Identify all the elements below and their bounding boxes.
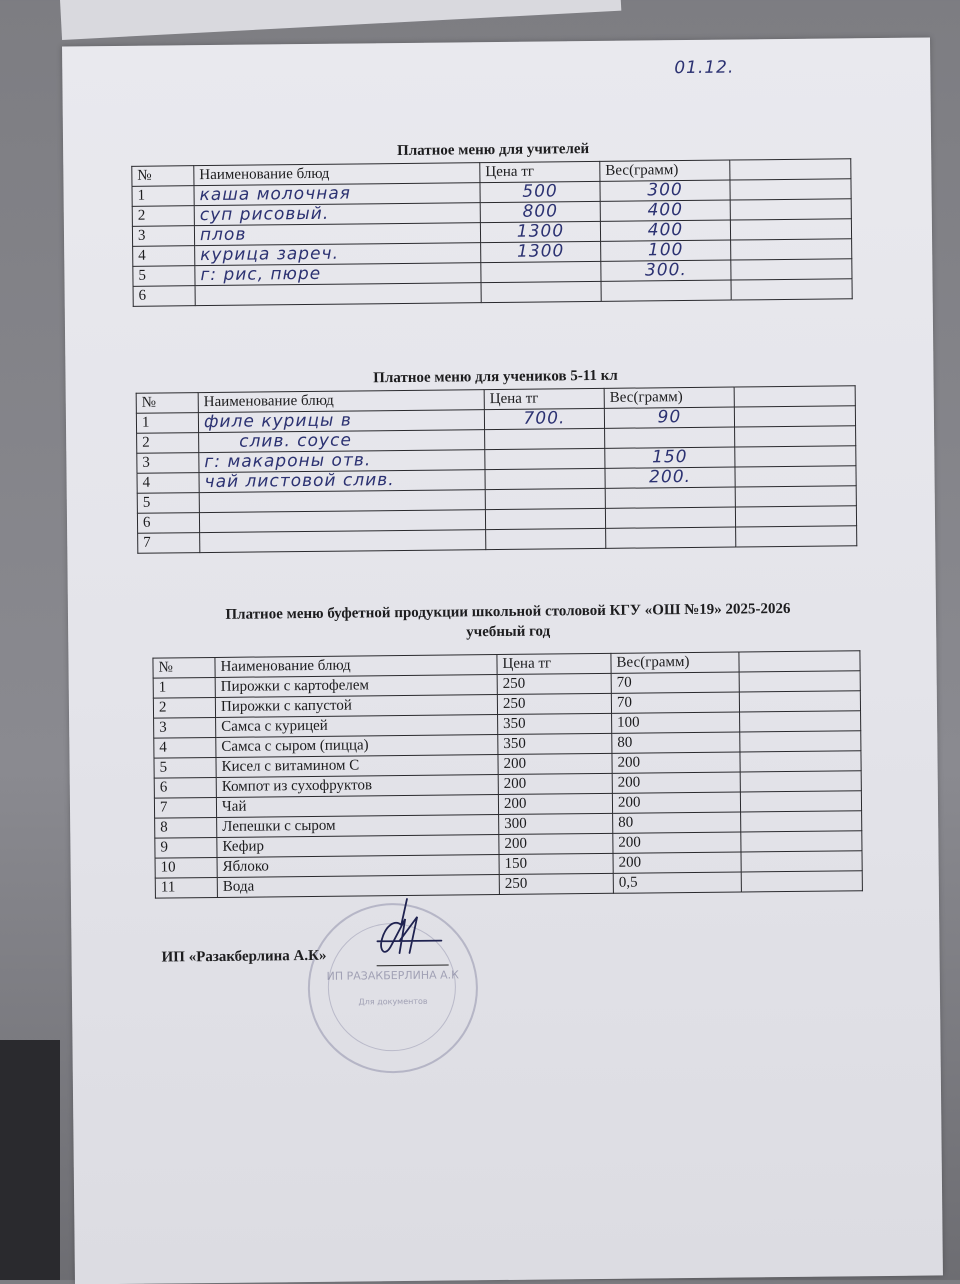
row-number: 1 <box>132 186 194 207</box>
dish-price: 800 <box>480 201 600 222</box>
dish-price: 200 <box>498 753 612 774</box>
dish-weight: 400 <box>600 220 730 241</box>
row-number: 11 <box>155 877 217 898</box>
extra-cell <box>740 771 861 792</box>
row-number: 4 <box>154 737 216 758</box>
col-name: Наименование блюд <box>194 163 480 186</box>
dish-weight: 0,5 <box>613 872 741 893</box>
dish-name: Кефир <box>217 835 499 858</box>
dish-price: 150 <box>499 853 613 874</box>
dish-weight: 70 <box>611 672 739 693</box>
dish-weight <box>601 280 731 301</box>
dish-weight <box>605 507 735 528</box>
dish-weight: 70 <box>611 692 739 713</box>
col-extra <box>739 651 860 672</box>
dish-weight: 400 <box>600 200 730 221</box>
dish-name: Компот из сухофруктов <box>216 775 498 798</box>
extra-cell <box>735 486 856 507</box>
col-extra <box>730 159 851 180</box>
dish-name: Самса с сыром (пицца) <box>216 735 498 758</box>
extra-cell <box>731 279 852 300</box>
dish-name: Самса с курицей <box>216 715 498 738</box>
row-number: 5 <box>133 266 195 287</box>
col-extra <box>734 386 855 407</box>
dish-price: 200 <box>498 793 612 814</box>
row-number: 3 <box>154 717 216 738</box>
dish-weight: 90 <box>604 407 734 428</box>
extra-cell <box>735 446 856 467</box>
extra-cell <box>735 506 856 527</box>
dish-weight: 200 <box>612 752 740 773</box>
extra-cell <box>741 811 862 832</box>
stamp-subtext: Для документов <box>358 996 428 1007</box>
dish-name: Лепешки с сыром <box>217 815 499 838</box>
row-number: 2 <box>132 206 194 227</box>
extra-cell <box>736 526 857 547</box>
row-number: 5 <box>154 757 216 778</box>
dish-price: 200 <box>498 773 612 794</box>
dish-name: Пирожки с капустой <box>215 695 497 718</box>
dish-name: каша молочная <box>194 183 480 206</box>
extra-cell <box>731 259 852 280</box>
row-number: 3 <box>137 453 199 474</box>
students-menu-table <box>136 385 858 554</box>
extra-cell <box>731 239 852 260</box>
dish-price <box>485 488 605 509</box>
dish-weight: 100 <box>612 712 740 733</box>
row-number: 1 <box>136 413 198 434</box>
row-number: 5 <box>137 493 199 514</box>
dish-name <box>195 283 481 306</box>
dish-name: суп рисовый. <box>194 203 480 226</box>
signature-icon <box>359 895 450 976</box>
row-number: 7 <box>138 533 200 554</box>
row-number: 8 <box>155 817 217 838</box>
col-weight: Вес(грамм) <box>604 387 734 408</box>
dish-weight: 200 <box>613 852 741 873</box>
row-number: 2 <box>153 697 215 718</box>
background-paper <box>60 0 621 40</box>
extra-cell <box>735 426 856 447</box>
dish-name: чай листовой слив. <box>199 470 485 493</box>
menu-document <box>62 37 943 1284</box>
dish-name: курица зареч. <box>195 243 481 266</box>
students-menu-title: Платное меню для учеников 5-11 кл <box>373 367 618 387</box>
extra-cell <box>740 731 861 752</box>
col-name: Наименование блюд <box>215 655 497 678</box>
extra-cell <box>740 791 861 812</box>
row-number: 9 <box>155 837 217 858</box>
col-price: Цена тг <box>480 161 600 182</box>
background-object <box>0 1040 60 1280</box>
row-number: 10 <box>155 857 217 878</box>
extra-cell <box>740 751 861 772</box>
col-price: Цена тг <box>497 653 611 674</box>
teachers-menu-table <box>131 158 852 307</box>
dish-weight: 150 <box>605 447 735 468</box>
dish-price: 700. <box>484 408 604 429</box>
dish-price <box>481 261 601 282</box>
extra-cell <box>741 871 862 892</box>
row-number: 2 <box>137 433 199 454</box>
dish-price <box>485 428 605 449</box>
dish-name: плов <box>194 223 480 246</box>
dish-name: слив. соусе <box>199 430 485 453</box>
dish-price <box>486 528 606 549</box>
buffet-menu-title-line1: Платное меню буфетной продукции школьной столовой КГУ «ОШ №19» 2025-2026 <box>225 600 791 623</box>
dish-name: филе курицы в <box>198 410 484 433</box>
dish-name: г: макароны отв. <box>199 450 485 473</box>
dish-price: 350 <box>498 713 612 734</box>
dish-price <box>485 508 605 529</box>
extra-cell <box>740 711 861 732</box>
dish-price: 200 <box>499 833 613 854</box>
dish-price: 250 <box>497 673 611 694</box>
row-number: 7 <box>154 797 216 818</box>
extra-cell <box>739 671 860 692</box>
extra-cell <box>730 219 851 240</box>
dish-name: Чай <box>216 795 498 818</box>
row-number: 6 <box>133 286 195 307</box>
extra-cell <box>741 851 862 872</box>
dish-price: 1300 <box>480 221 600 242</box>
dish-price <box>485 468 605 489</box>
dish-weight: 300. <box>601 260 731 281</box>
dish-price: 250 <box>497 693 611 714</box>
dish-name: г: рис, пюре <box>195 263 481 286</box>
row-number: 6 <box>154 777 216 798</box>
dish-price: 500 <box>480 181 600 202</box>
signatory-name: ИП «Разакберлина А.К» <box>161 947 327 966</box>
row-number: 6 <box>137 513 199 534</box>
col-weight: Вес(грамм) <box>611 652 739 673</box>
dish-name: Вода <box>217 875 499 898</box>
extra-cell <box>739 691 860 712</box>
handwritten-date: 01.12. <box>674 57 735 79</box>
dish-weight <box>605 487 735 508</box>
dish-weight: 80 <box>613 812 741 833</box>
dish-weight: 200 <box>612 792 740 813</box>
dish-price: 300 <box>499 813 613 834</box>
dish-name: Пирожки с картофелем <box>215 675 497 698</box>
stamp-text: ИП РАЗАКБЕРЛИНА А.К <box>326 968 459 983</box>
col-number: № <box>136 393 198 414</box>
dish-price <box>485 448 605 469</box>
buffet-menu-table <box>152 650 862 898</box>
row-number: 4 <box>137 473 199 494</box>
dish-weight <box>605 427 735 448</box>
col-number: № <box>132 166 194 187</box>
row-number: 3 <box>132 226 194 247</box>
dish-price: 250 <box>499 873 613 894</box>
dish-weight: 300 <box>600 180 730 201</box>
teachers-menu-title: Платное меню для учителей <box>397 141 590 160</box>
dish-weight <box>606 527 736 548</box>
dish-name: Кисел с витамином С <box>216 755 498 778</box>
dish-weight: 100 <box>601 240 731 261</box>
dish-name <box>200 530 486 553</box>
dish-weight: 200 <box>613 832 741 853</box>
buffet-menu-title-line2: учебный год <box>466 623 551 641</box>
dish-name: Яблоко <box>217 855 499 878</box>
dish-price: 350 <box>498 733 612 754</box>
dish-weight: 200 <box>612 772 740 793</box>
extra-cell <box>734 406 855 427</box>
extra-cell <box>730 179 851 200</box>
dish-weight: 200. <box>605 467 735 488</box>
extra-cell <box>741 831 862 852</box>
dish-weight: 80 <box>612 732 740 753</box>
col-price: Цена тг <box>484 388 604 409</box>
col-name: Наименование блюд <box>198 390 484 413</box>
extra-cell <box>735 466 856 487</box>
col-number: № <box>153 657 215 678</box>
extra-cell <box>730 199 851 220</box>
dish-price <box>481 281 601 302</box>
dish-price: 1300 <box>481 241 601 262</box>
row-number: 1 <box>153 677 215 698</box>
row-number: 4 <box>133 246 195 267</box>
col-weight: Вес(грамм) <box>600 160 730 181</box>
